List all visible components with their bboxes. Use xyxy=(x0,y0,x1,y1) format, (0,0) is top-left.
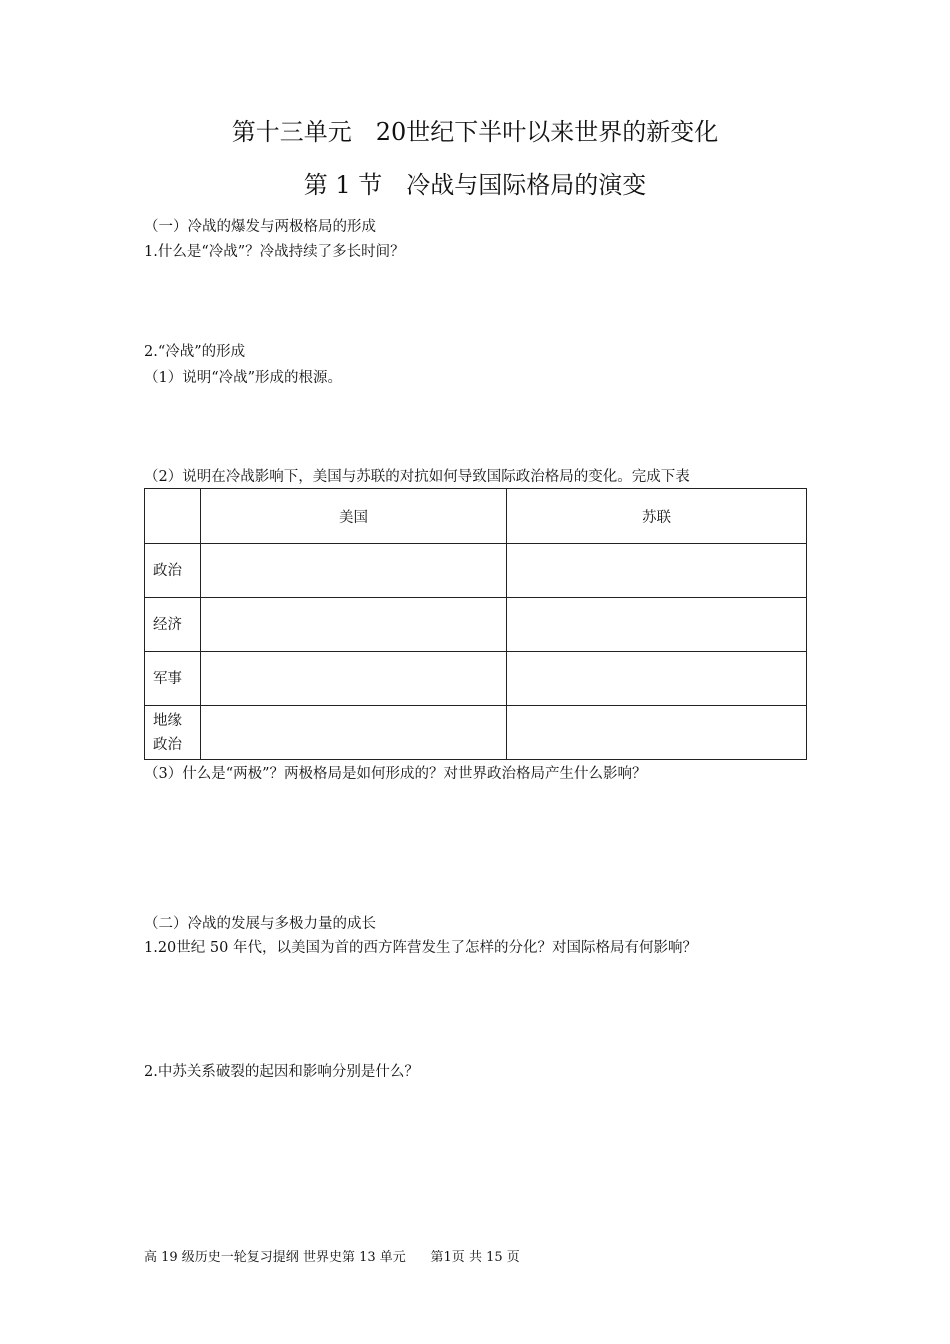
table-row xyxy=(145,544,807,598)
comparison-table xyxy=(144,488,807,760)
question-2: 2.“冷战”的形成 xyxy=(144,344,246,360)
row-label-military: 军事 xyxy=(145,652,201,706)
row-label-geopolitics-line1: 地缘 xyxy=(153,712,182,729)
part2-question-1: 1.20世纪 50 年代，以美国为首的西方阵营发生了怎样的分化？对国际格局有何影响？ xyxy=(144,940,697,956)
table-header-usa: 美国 xyxy=(201,489,507,544)
row-label-politics: 政治 xyxy=(145,544,201,598)
table-cell-ussr xyxy=(507,598,807,652)
table-row xyxy=(145,652,807,706)
part2-heading: （二）冷战的发展与多极力量的成长 xyxy=(144,916,376,932)
table-cell-ussr xyxy=(507,706,807,760)
part2-question-2: 2.中苏关系破裂的起因和影响分别是什么？ xyxy=(144,1064,419,1080)
question-2-2: （2）说明在冷战影响下，美国与苏联的对抗如何导致国际政治格局的变化。完成下表 xyxy=(144,469,690,485)
table-header-blank xyxy=(145,489,201,544)
question-2-1: （1）说明“冷战”形成的根源。 xyxy=(144,370,343,386)
row-label-economy: 经济 xyxy=(145,598,201,652)
table-row xyxy=(145,598,807,652)
unit-title: 第十三单元 20世纪下半叶以来世界的新变化 xyxy=(231,118,719,146)
question-2-3: （3）什么是“两极”？两极格局是如何形成的？对世界政治格局产生什么影响？ xyxy=(144,766,647,782)
table-cell-usa xyxy=(201,544,507,598)
table-row xyxy=(145,706,807,760)
table-header-ussr: 苏联 xyxy=(507,489,807,544)
question-1: 1.什么是“冷战”？冷战持续了多长时间？ xyxy=(144,244,405,260)
section-title: 第 1 节 冷战与国际格局的演变 xyxy=(303,171,647,199)
table-cell-usa xyxy=(201,652,507,706)
table-cell-usa xyxy=(201,598,507,652)
table-cell-usa xyxy=(201,706,507,760)
part1-heading: （一）冷战的爆发与两极格局的形成 xyxy=(144,219,376,235)
row-label-geopolitics-line2: 政治 xyxy=(153,736,182,753)
table-cell-ussr xyxy=(507,652,807,706)
table-header-row xyxy=(145,489,807,544)
table-cell-ussr xyxy=(507,544,807,598)
page-footer: 高 19 级历史一轮复习提纲 世界史第 13 单元 第1页 共 15 页 xyxy=(144,1250,520,1265)
row-label-geopolitics xyxy=(145,706,201,760)
